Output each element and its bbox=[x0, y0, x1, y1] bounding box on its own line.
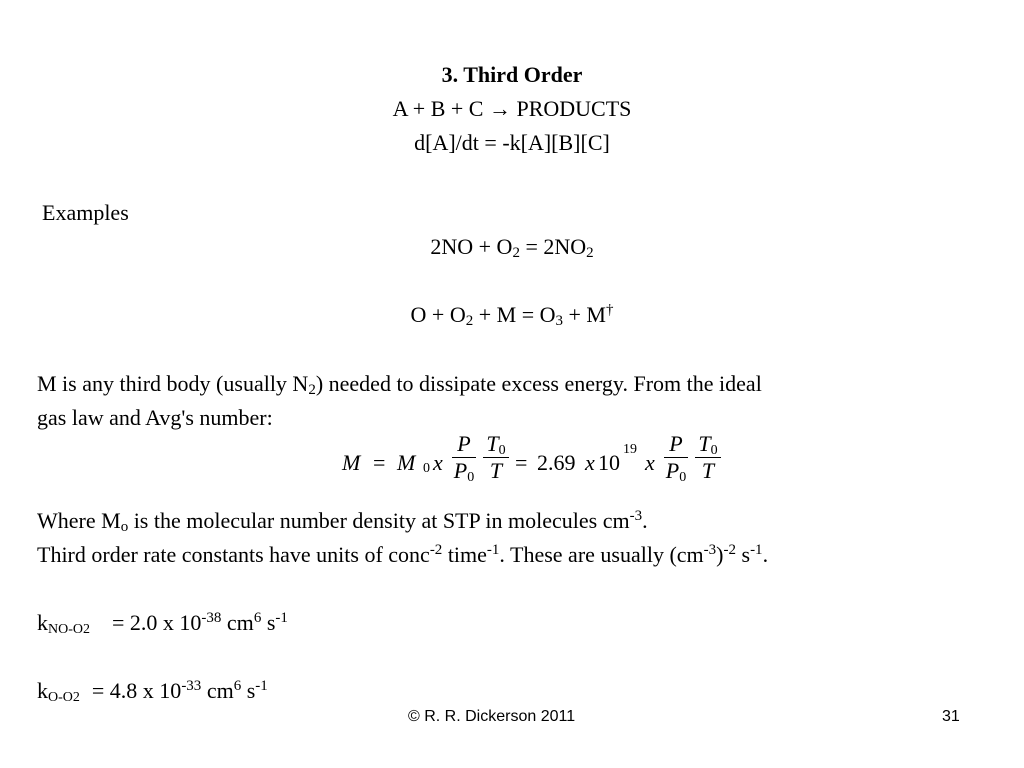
k2-symbol: k bbox=[37, 678, 48, 703]
para4-sup3: -3 bbox=[703, 542, 717, 558]
k2-seconds: s bbox=[241, 678, 256, 703]
eq-frac3-den bbox=[664, 459, 688, 483]
eq-ten: 10 bbox=[598, 450, 620, 475]
eq-equals-2: = bbox=[515, 450, 528, 475]
example1-sub2: 2 bbox=[586, 245, 594, 261]
eq-frac-P-P0 bbox=[452, 432, 476, 483]
rate-constant-no-o2 bbox=[37, 610, 288, 636]
eq-frac-T0-T bbox=[483, 432, 509, 483]
eq-frac4-num-T: T bbox=[698, 431, 711, 456]
para4-sup5: -1 bbox=[750, 542, 763, 558]
para1-part-b: ) needed to dissipate excess energy. From the ideal bbox=[315, 371, 762, 396]
k1-unit-exp: 6 bbox=[253, 610, 262, 626]
k2-unit-exp: 6 bbox=[233, 678, 242, 694]
eq-frac1-den bbox=[452, 459, 476, 483]
eq-M0: M bbox=[397, 450, 416, 475]
para4-sup4: -2 bbox=[723, 542, 736, 558]
k1-seconds: s bbox=[261, 610, 276, 635]
eq-frac3-num: P bbox=[669, 431, 683, 456]
eq-frac2-num bbox=[483, 432, 509, 456]
k1-subscript: NO-O2 bbox=[48, 622, 90, 637]
example2-part-b: + M = O bbox=[473, 302, 556, 327]
eq-x-2: x bbox=[585, 450, 595, 475]
eq-frac2-den: T bbox=[489, 458, 503, 483]
rate-constant-o-o2 bbox=[37, 678, 268, 704]
eq-frac4-den: T bbox=[701, 458, 715, 483]
para4-part-c: . These are usually (cm bbox=[499, 542, 704, 567]
eq-frac2-num-T: T bbox=[486, 431, 499, 456]
example1-part-a: 2NO + O bbox=[430, 234, 513, 259]
example-reaction-2 bbox=[0, 302, 1024, 328]
eq-frac-T0-T-2 bbox=[695, 432, 721, 483]
eq-M: M bbox=[342, 450, 361, 475]
paragraph-gas-law: gas law and Avg's number: bbox=[37, 405, 273, 430]
footer-copyright: © R. R. Dickerson 2011 bbox=[408, 708, 576, 725]
para4-part-a: Third order rate constants have units of conc bbox=[37, 542, 430, 567]
examples-label: Examples bbox=[42, 200, 129, 225]
slide-title: 3. Third Order bbox=[441, 62, 583, 87]
para1-part-a: M is any third body (usually N bbox=[37, 371, 309, 396]
eq-frac1-num: P bbox=[457, 431, 471, 456]
example2-part-c: + M bbox=[562, 302, 606, 327]
k2-subscript: O-O2 bbox=[48, 690, 80, 705]
eq-x-1: x bbox=[433, 450, 443, 475]
para1-sub: 2 bbox=[308, 382, 316, 398]
k1-seconds-exp: -1 bbox=[275, 610, 288, 626]
eq-coefficient: 2.69 bbox=[537, 450, 576, 475]
reaction-equation bbox=[0, 96, 1024, 122]
example2-sub1: 2 bbox=[465, 313, 474, 329]
example-reaction-1 bbox=[0, 234, 1024, 260]
para4-part-f: . bbox=[762, 542, 769, 567]
eq-exponent: 19 bbox=[623, 442, 637, 457]
eq-frac3-den-P: P bbox=[665, 458, 680, 483]
eq-frac1-den-P: P bbox=[453, 458, 468, 483]
reaction-right: PRODUCTS bbox=[510, 96, 632, 121]
k2-value: = 4.8 x 10 bbox=[91, 678, 182, 703]
rate-law: d[A]/dt = -k[A][B][C] bbox=[414, 130, 610, 155]
example1-part-b: = 2NO bbox=[519, 234, 587, 259]
k1-unit: cm bbox=[221, 610, 254, 635]
eq-equals-1: = bbox=[373, 450, 386, 475]
k2-exponent: -33 bbox=[181, 678, 202, 694]
eq-x-3: x bbox=[645, 450, 655, 475]
para3-part-b: is the molecular number density at STP in molecules cm bbox=[128, 508, 630, 533]
page-number: 31 bbox=[942, 708, 960, 725]
reaction-left: A + B + C bbox=[392, 96, 489, 121]
eq-M0-sub: 0 bbox=[423, 461, 430, 476]
para3-sup: -3 bbox=[629, 508, 643, 524]
eq-frac3-den-sub: 0 bbox=[679, 470, 687, 485]
paragraph-mo-definition bbox=[37, 508, 648, 534]
k1-symbol: k bbox=[37, 610, 48, 635]
k1-exponent: -38 bbox=[201, 610, 222, 626]
para4-part-e: s bbox=[736, 542, 751, 567]
eq-frac4-num-sub: 0 bbox=[710, 443, 718, 458]
arrow-icon: → bbox=[488, 96, 511, 121]
paragraph-third-body bbox=[37, 371, 762, 397]
eq-frac-P-P0-2 bbox=[664, 432, 688, 483]
eq-frac2-num-sub: 0 bbox=[498, 443, 506, 458]
example2-sub2: 3 bbox=[555, 313, 563, 329]
eq-frac1-den-sub: 0 bbox=[467, 470, 475, 485]
para3-part-a: Where M bbox=[37, 508, 121, 533]
para3-part-c: . bbox=[642, 508, 648, 533]
k1-value: = 2.0 x 10 bbox=[112, 610, 202, 635]
k2-unit: cm bbox=[201, 678, 234, 703]
dagger-mark: † bbox=[605, 302, 614, 318]
k2-seconds-exp: -1 bbox=[255, 678, 268, 694]
eq-frac4-num bbox=[695, 432, 721, 456]
example1-sub1: 2 bbox=[512, 245, 520, 261]
para4-sup1: -2 bbox=[429, 542, 443, 558]
para3-sub: o bbox=[120, 519, 129, 535]
para4-part-d: ) bbox=[716, 542, 724, 567]
paragraph-rate-units bbox=[37, 542, 768, 568]
para4-part-b: time bbox=[442, 542, 487, 567]
para4-sup2: -1 bbox=[486, 542, 500, 558]
example2-part-a: O + O bbox=[410, 302, 466, 327]
